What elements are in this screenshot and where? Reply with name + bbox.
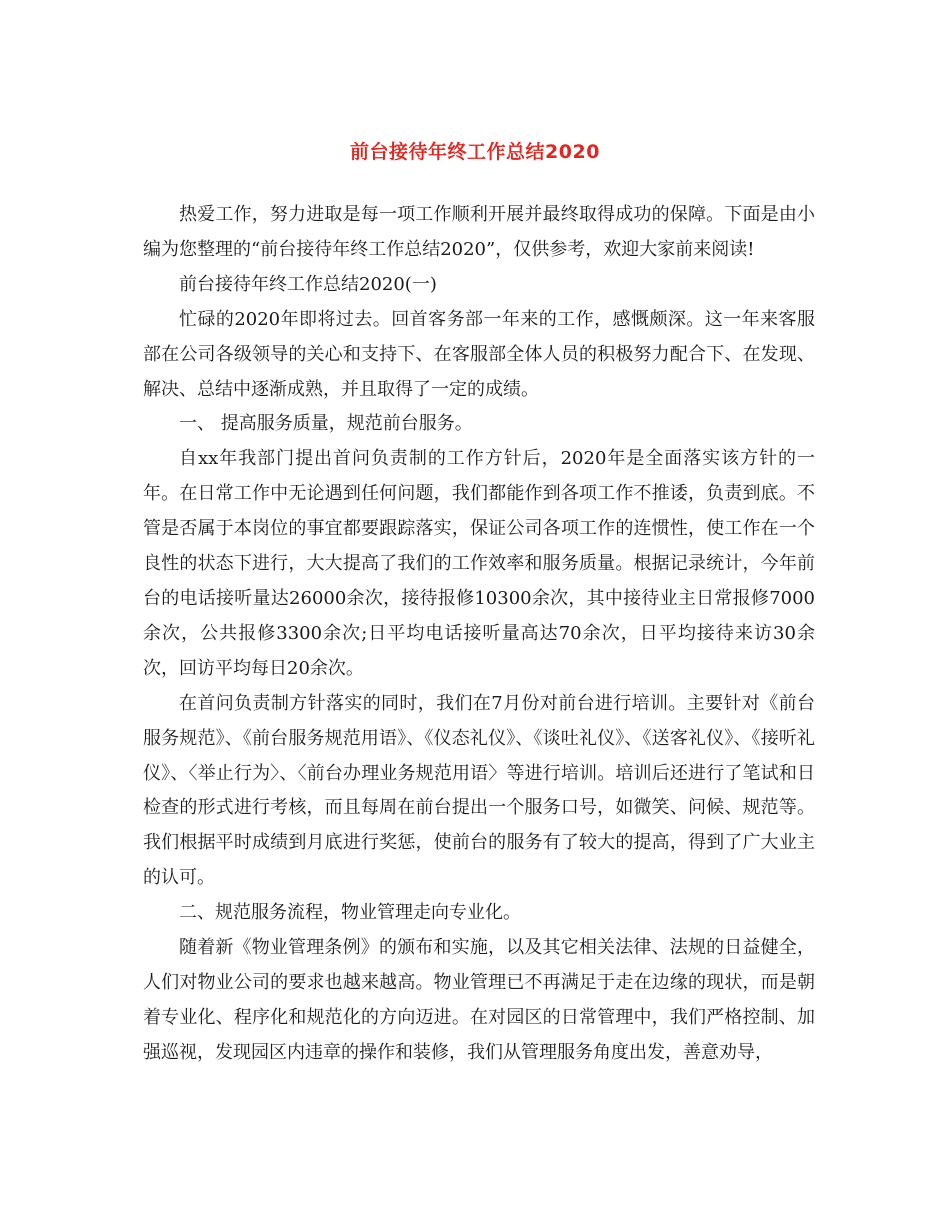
paragraph: 在首问负责制方针落实的同时，我们在7月份对前台进行培训。主要针对《前台服务规范》、《前台服务规范用语》、《仪态礼仪》、《谈吐礼仪》、《送客礼仪》、《接听礼仪》、〈举止行为〉、〈前台办理业务规范用语〉等进行培训。培训后还进行了笔试和日检查的形式进行考核，而且每周在前台提出一个服务口号，如微笑、问候、规范等。我们根据平时成绩到月底进行奖惩，使前台的服务有了较大的提高，得到了广大业主的认可。 — [143, 692, 815, 889]
section-heading-1: 一、 提高服务质量，规范前台服务。 — [179, 413, 473, 435]
paragraph: 随着新《物业管理条例》的颁布和实施，以及其它相关法律、法规的日益健全，人们对物业公司的要求也越来越高。物业管理已不再满足于走在边缘的现状，而是朝着专业化、程序化和规范化的方向迈进。在对园区的日常管理中，我们严格控制、加强巡视，发现园区内违章的操作和装修，我们从管理服务角度出发，善意劝导， — [143, 937, 815, 1063]
paragraph-subtitle: 前台接待年终工作总结2020(一) — [179, 273, 437, 295]
section-heading-2: 二、规范服务流程，物业管理走向专业化。 — [179, 902, 521, 924]
document-body — [143, 198, 815, 1071]
paragraph: 自xx年我部门提出首问负责制的工作方针后，2020年是全面落实该方针的一年。在日常工作中无论遇到任何问题，我们都能作到各项工作不推诿，负责到底。不管是否属于本岗位的事宜都要跟踪落实，保证公司各项工作的连惯性，使工作在一个良性的状态下进行，大大提高了我们的工作效率和服务质量。根据记录统计，今年前台的电话接听量达26000余次，接待报修10300余次，其中接待业主日常报修7000余次，公共报修3300余次;日平均电话接听量高达70余次，日平均接待来访30余次，回访平均每日20余次。 — [143, 448, 815, 679]
document-title: 前台接待年终工作总结2020 — [350, 141, 600, 163]
paragraph: 忙碌的2020年即将过去。回首客务部一年来的工作，感慨颇深。这一年来客服部在公司各级领导的关心和支持下、在客服部全体人员的积极努力配合下、在发现、解决、总结中逐渐成熟，并且取得了一定的成绩。 — [143, 308, 815, 400]
paragraph-intro: 热爱工作，努力进取是每一项工作顺利开展并最终取得成功的保障。下面是由小编为您整理的“前台接待年终工作总结2020”，仅供参考，欢迎大家前来阅读! — [143, 204, 815, 260]
